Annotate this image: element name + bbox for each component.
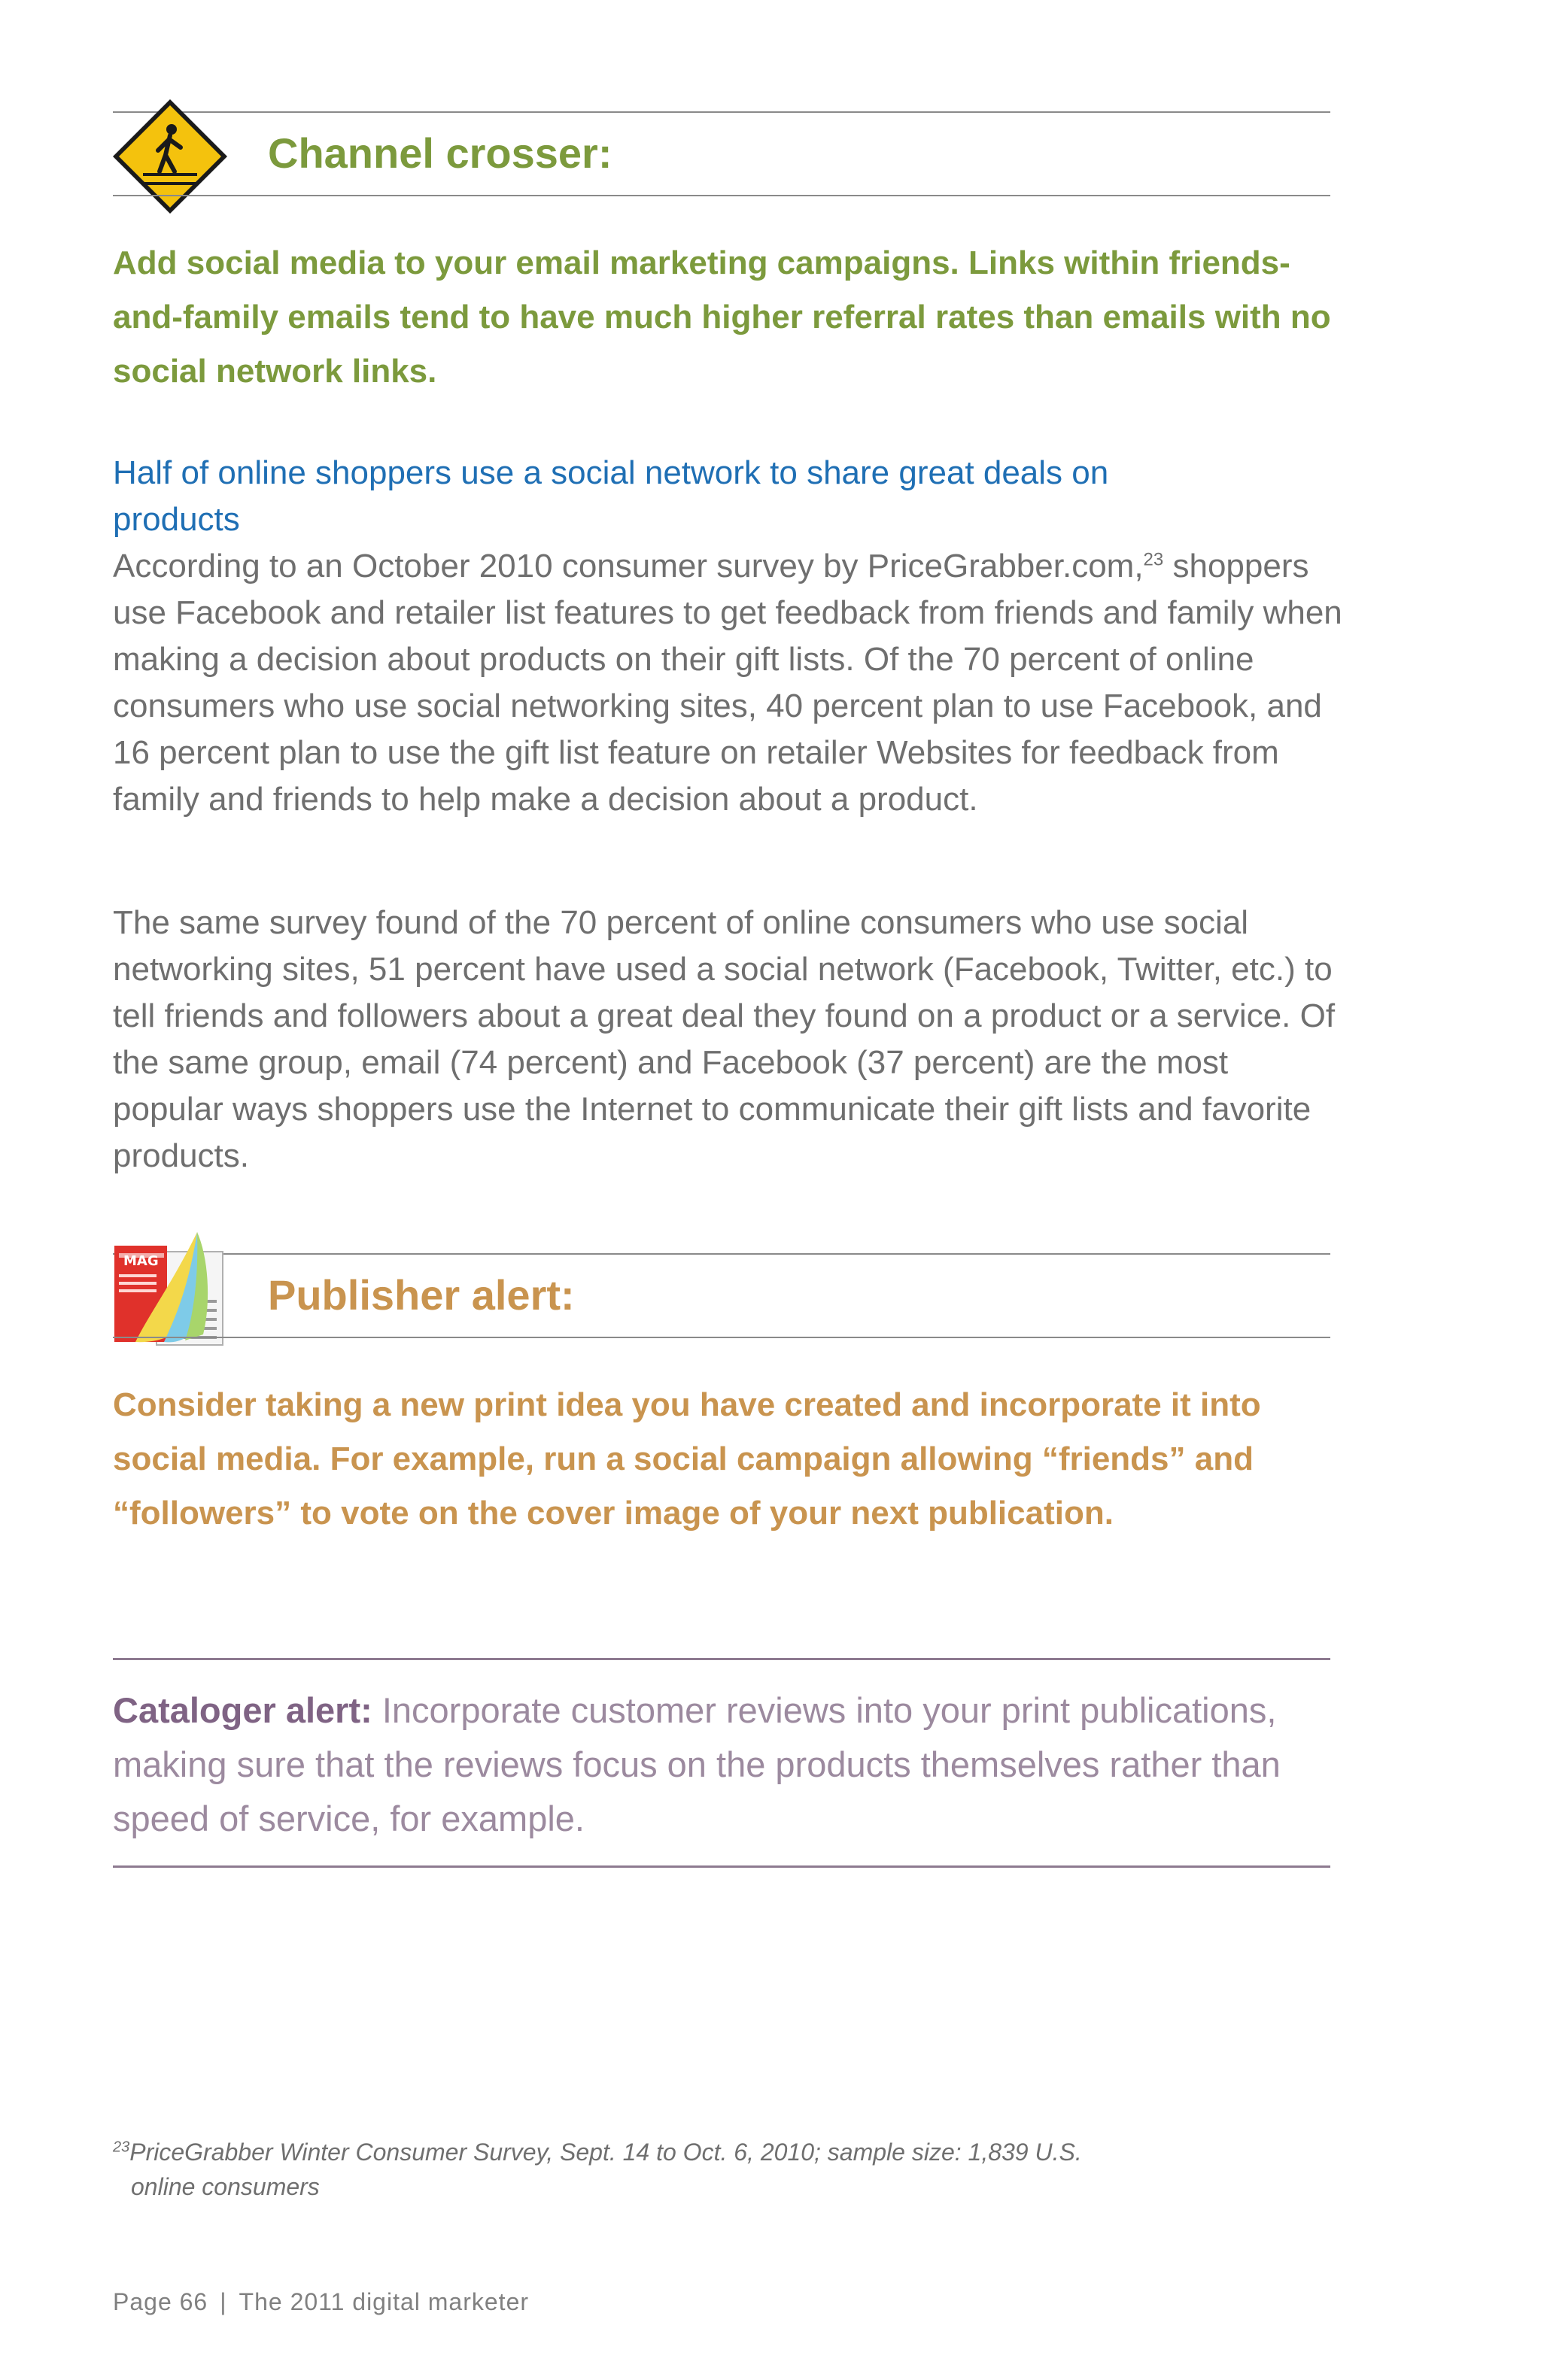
footnote-reference: 23 — [1143, 549, 1164, 570]
page-footer — [113, 2287, 529, 2317]
publisher-top-rule — [113, 1253, 1330, 1255]
publisher-alert-callout: Consider taking a new print idea you have created and incorporate it into social media. For example, run a social campaign allowing “friends” and “followers” to vote on the cover image of your next publication. — [113, 1386, 1261, 1532]
channel-top-rule — [113, 111, 1330, 113]
article-paragraph-1 — [113, 543, 1347, 823]
cataloger-top-rule — [113, 1658, 1330, 1660]
channel-bottom-rule — [113, 195, 1330, 196]
page-number: Page 66 — [113, 2288, 208, 2315]
magazine-icon-label: MAG — [123, 1253, 159, 1269]
publisher-alert-title: Publisher alert: — [268, 1271, 575, 1319]
cataloger-alert-label: Cataloger alert: — [113, 1690, 372, 1730]
publisher-bottom-rule — [113, 1337, 1330, 1338]
cataloger-alert — [113, 1683, 1339, 1846]
pedestrian-crossing-sign-icon — [110, 96, 230, 217]
channel-crosser-callout: Add social media to your email marketing campaigns. Links within friends-and-family emails tend to have much higher referral rates than emails with no social network links. — [113, 244, 1331, 390]
cataloger-alert-text: Incorporate customer reviews into your print publications, making sure that the reviews focus on the products themselves rather than speed of service, for example. — [113, 1690, 1281, 1838]
footnote-line-2: online consumers — [131, 2173, 320, 2200]
channel-crosser-title: Channel crosser: — [268, 129, 612, 177]
footnote-line-1: PriceGrabber Winter Consumer Survey, Sept. 14 to Oct. 6, 2010; sample size: 1,839 U.S. — [129, 2139, 1082, 2166]
article-subhead: Half of online shoppers use a social network to share great deals on products — [113, 454, 1109, 538]
paragraph-1-lead: According to an October 2010 consumer survey by PriceGrabber.com, — [113, 548, 1144, 584]
footnote-number: 23 — [113, 2139, 130, 2156]
cataloger-bottom-rule — [113, 1865, 1330, 1868]
footnote — [113, 2135, 1242, 2204]
magazine-icon — [113, 1229, 226, 1349]
publication-title: The 2011 digital marketer — [239, 2288, 530, 2315]
footer-separator: | — [220, 2288, 227, 2315]
article-paragraph-2: The same survey found of the 70 percent of online consumers who use social networking sites, 51 percent have used a social network (Facebook, Twitter, etc.) to tell friends and followers about a great deal they found on a product or a service. Of the same group, email (74 percent) and Facebook (37 percent) are the most popular ways shoppers use the Internet to communicate their gift lists and favorite products. — [113, 904, 1336, 1174]
paragraph-1-rest: shoppers use Facebook and retailer list features to get feedback from friends and family when making a decision about products on their gift lists. Of the 70 percent of online consumers who use social networking sites, 40 percent plan to use Facebook, and 16 percent plan to use the gift list feature on retailer Websites for feedback from family and friends to help make a decision about a product. — [113, 548, 1342, 818]
